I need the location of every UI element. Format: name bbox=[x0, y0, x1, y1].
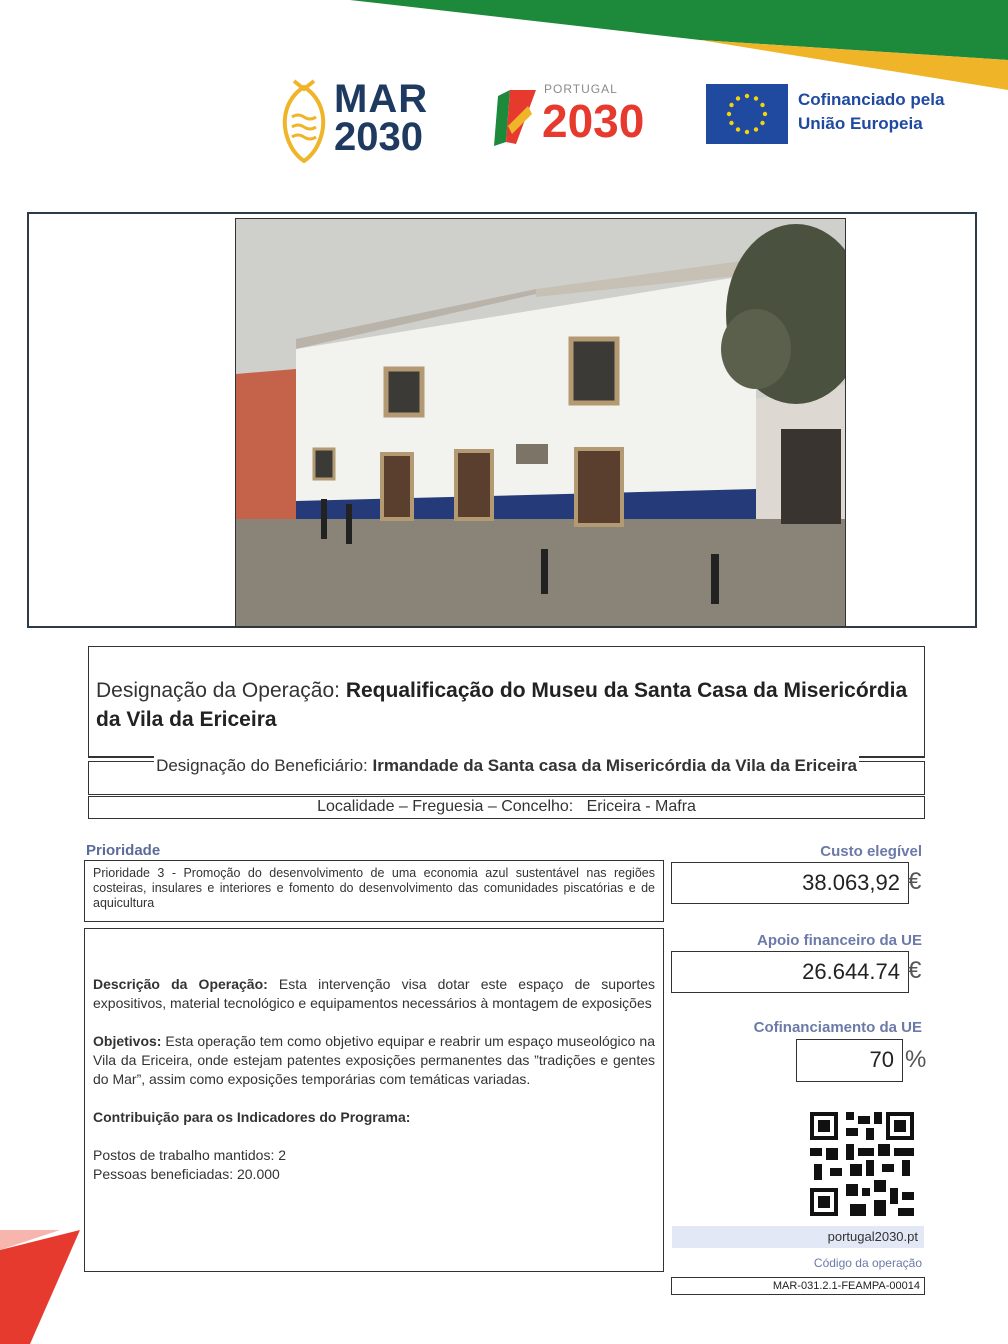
eu-text-line1: Cofinanciado pela bbox=[798, 90, 945, 109]
mar2030-logo bbox=[278, 75, 438, 165]
qr-code-icon[interactable] bbox=[810, 1112, 914, 1216]
eu-flag-icon bbox=[706, 84, 788, 144]
operation-name: Requalificação do Museu da Santa Casa da Misericórdia da Vila da Ericeira bbox=[96, 679, 908, 731]
location-value: Ericeira - Mafra bbox=[586, 798, 696, 815]
flag-mark-icon bbox=[488, 86, 538, 148]
objectives-paragraph bbox=[93, 1032, 655, 1089]
euro-icon: € bbox=[908, 868, 922, 895]
operation-label: Designação da Operação: bbox=[96, 679, 346, 702]
priority-text: Prioridade 3 - Promoção do desenvolvimento de uma economia azul sustentável nas regiões costeiras, insulares e interiores e fomento do desenvolvimento das comunidades piscatórias e de aquicultura bbox=[84, 860, 664, 922]
location-label: Localidade – Freguesia – Concelho: bbox=[317, 798, 574, 815]
indicators-paragraph bbox=[93, 1108, 655, 1127]
description-paragraph bbox=[93, 975, 655, 1013]
eu-cofinancing-logo bbox=[706, 84, 966, 146]
description-label: Descrição da Operação: bbox=[93, 976, 268, 992]
description-text: Esta intervenção visa dotar este espaço de suportes expositivos, material tecnológico e equipamentos necessários à montagem de exposições bbox=[93, 976, 655, 1011]
codigo-value: MAR-031.2.1-FEAMPA-00014 bbox=[671, 1277, 925, 1295]
mar-year: 2030 bbox=[334, 115, 423, 159]
location-text bbox=[88, 798, 925, 816]
custo-label: Custo elegível bbox=[820, 843, 922, 860]
cofin-value: 70 bbox=[796, 1039, 903, 1082]
indicators-label: Contribuição para os Indicadores do Programa: bbox=[93, 1109, 411, 1125]
top-stripe bbox=[0, 0, 1008, 90]
objectives-text: Esta operação tem como objetivo equipar e reabrir um espaço museológico na Vila da Ericeira, onde estejam patentes exposições permanentes das ”tradições e gentes do Mar”, assim como exposições temporárias com temáticas variadas. bbox=[93, 1033, 655, 1087]
beneficiary-label: Designação do Beneficiário: bbox=[156, 756, 373, 775]
custo-value: 38.063,92 bbox=[671, 862, 909, 904]
apoio-value: 26.644.74 bbox=[671, 951, 909, 993]
cofin-label: Cofinanciamento da UE bbox=[753, 1019, 922, 1036]
bottom-stripe bbox=[0, 1230, 1008, 1344]
indicator-people: Pessoas beneficiadas: 20.000 bbox=[93, 1166, 280, 1182]
portugal2030-logo bbox=[488, 80, 658, 150]
museum-photo bbox=[235, 218, 846, 627]
beneficiary-name: Irmandade da Santa casa da Misericórdia da Vila da Ericeira bbox=[372, 756, 857, 775]
euro-icon: € bbox=[908, 957, 922, 984]
pinecone-icon bbox=[278, 75, 330, 165]
mar-text: MAR bbox=[334, 77, 429, 121]
portugal-text: PORTUGAL bbox=[544, 82, 618, 96]
percent-icon: % bbox=[905, 1046, 927, 1073]
site-link[interactable]: portugal2030.pt bbox=[672, 1226, 924, 1248]
eu-text-line2: União Europeia bbox=[798, 114, 923, 133]
priority-label: Prioridade bbox=[86, 842, 161, 859]
codigo-label: Código da operação bbox=[813, 1256, 922, 1270]
apoio-label: Apoio financeiro da UE bbox=[756, 932, 922, 949]
indicator-jobs: Postos de trabalho mantidos: 2 bbox=[93, 1147, 287, 1163]
portugal-year: 2030 bbox=[542, 95, 645, 147]
description-box bbox=[84, 928, 664, 1272]
objectives-label: Objetivos: bbox=[93, 1033, 162, 1049]
operation-title bbox=[96, 676, 916, 734]
beneficiary-text bbox=[88, 756, 925, 776]
